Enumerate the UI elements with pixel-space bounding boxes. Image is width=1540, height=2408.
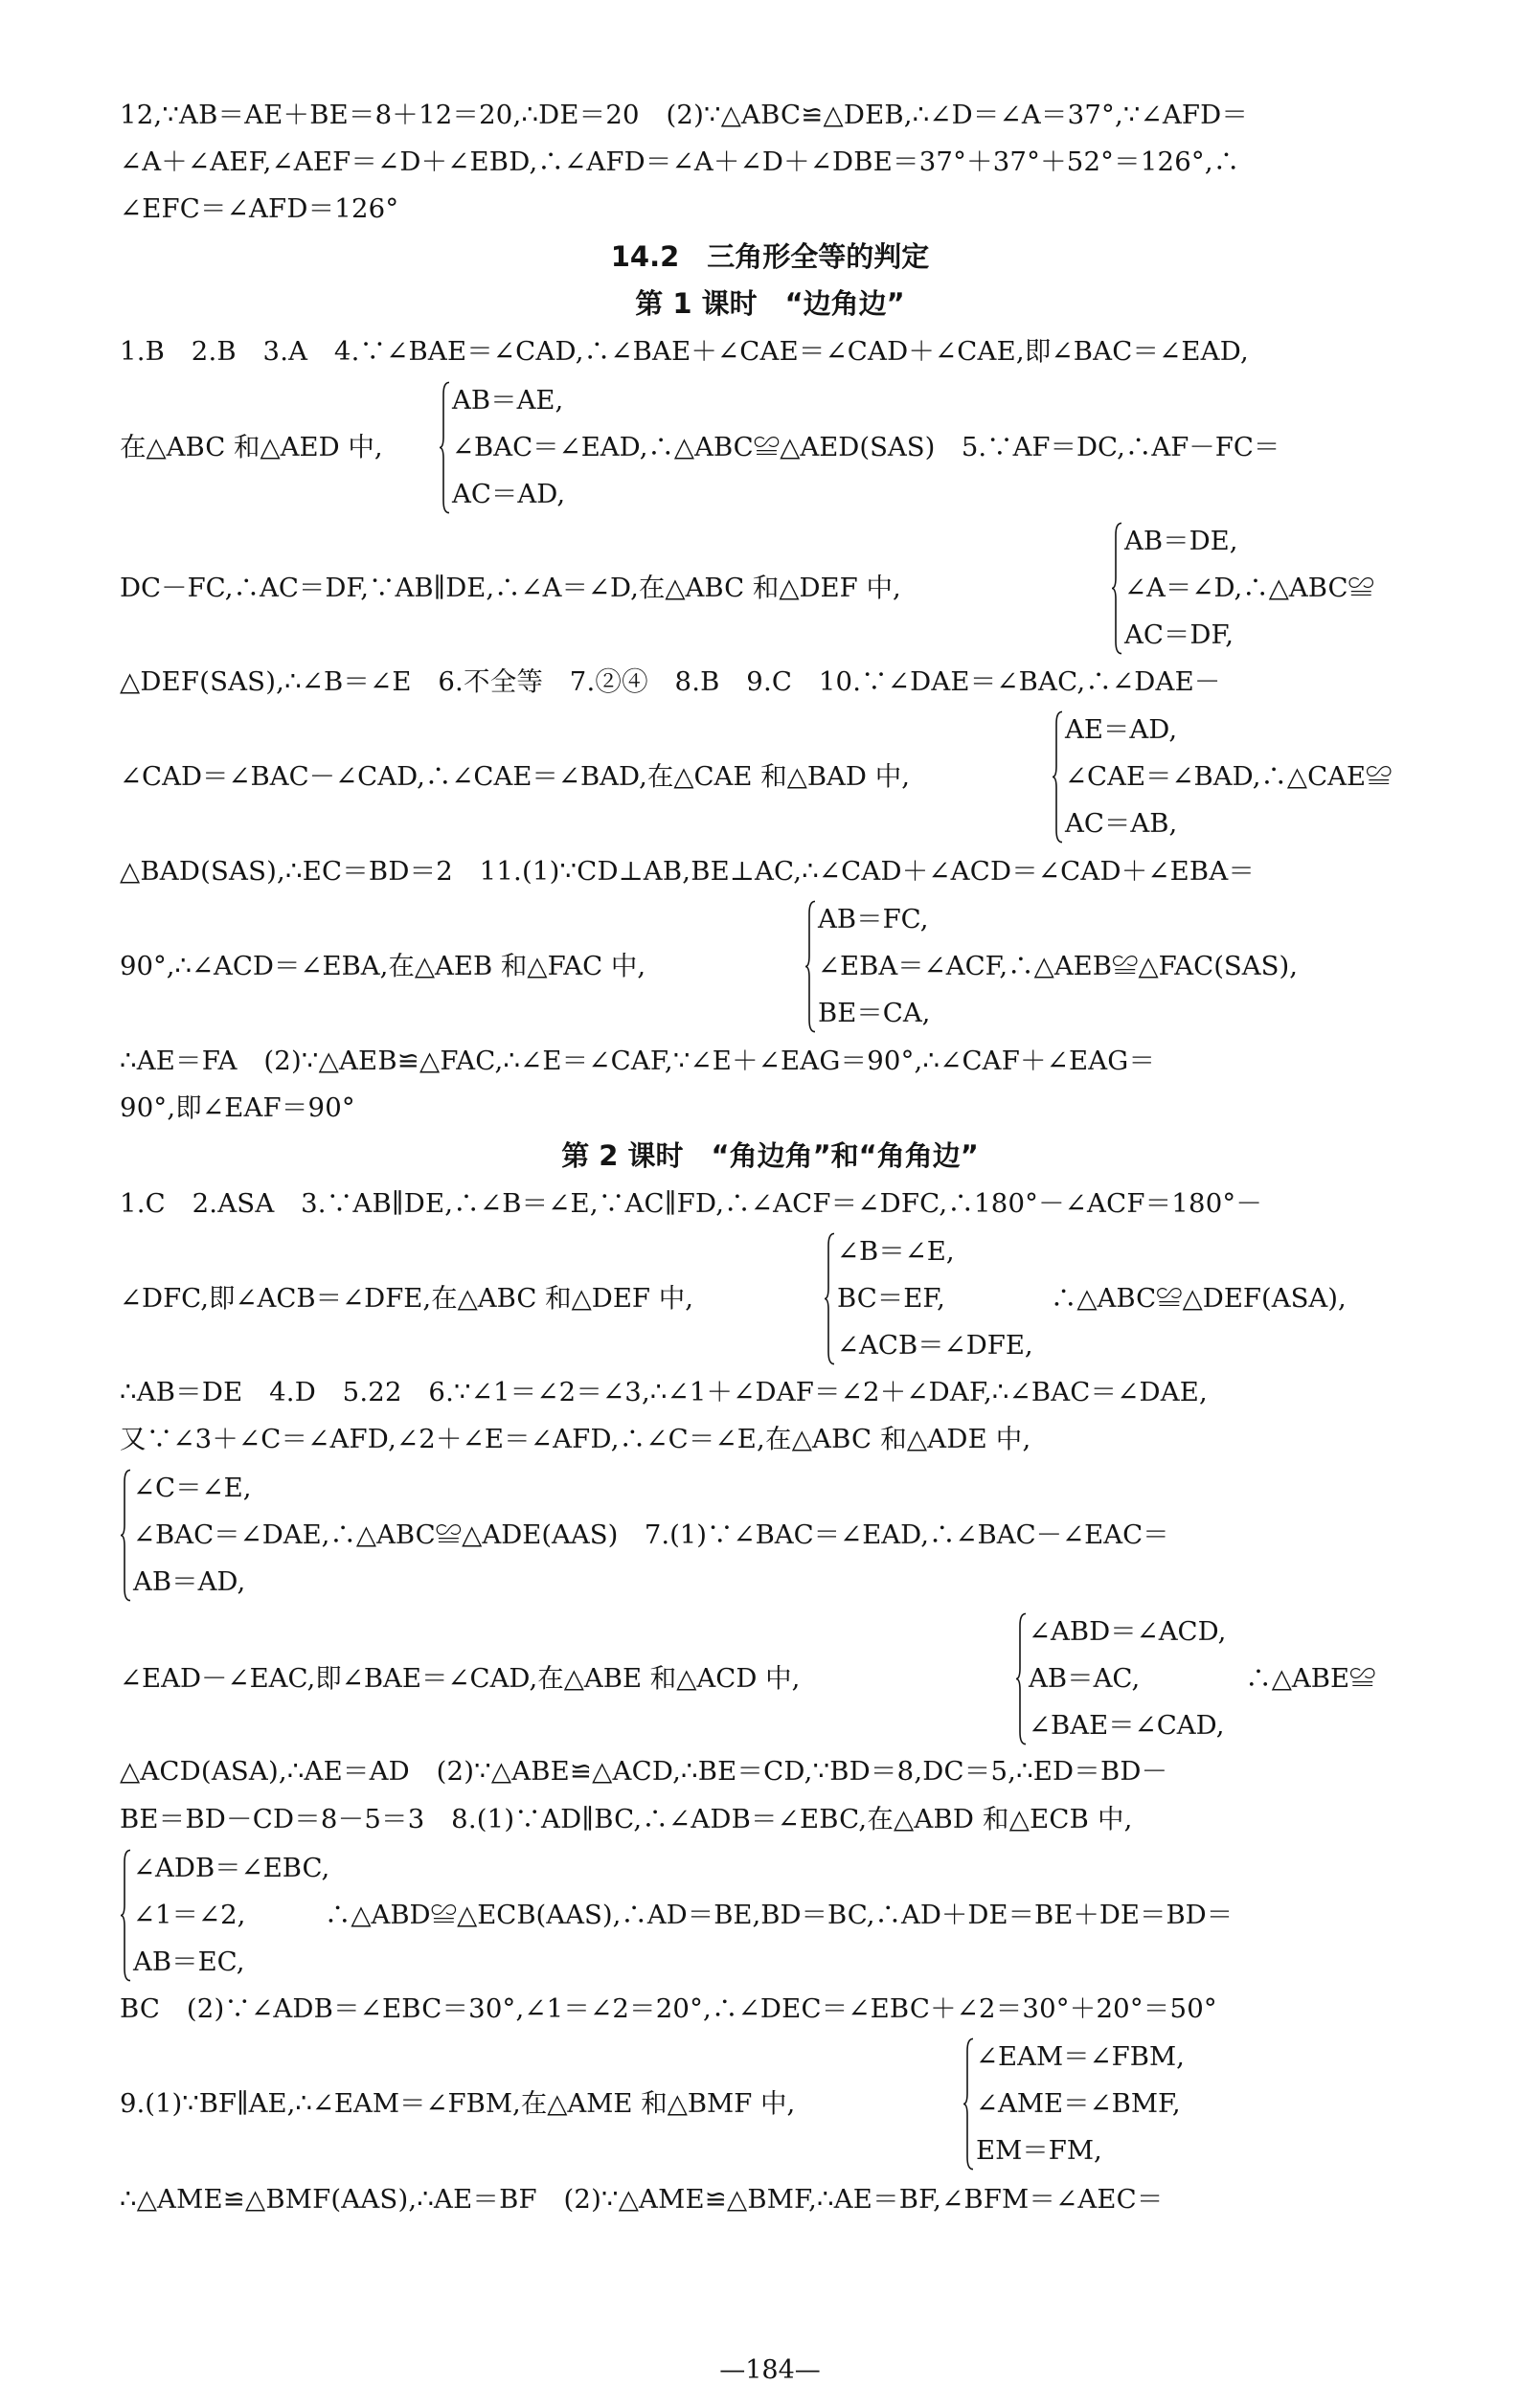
brace-row: EM＝FM, [976,2135,1102,2166]
text-line: 又∵∠3＋∠C＝∠AFD,∠2＋∠E＝∠AFD,∴∠C＝∠E,在△ABC 和△ADE 中, [120,1424,1031,1454]
left-brace [1111,522,1121,655]
brace-row: AB＝DE, [1124,526,1238,556]
brace-lead-text: ∠CAD＝∠BAC－∠CAD,∴∠CAE＝∠BAD,在△CAE 和△BAD 中, [120,761,910,792]
brace-row: BE＝CA, [818,998,931,1028]
brace-lead-text: DC－FC,∴AC＝DF,∵AB∥DE,∴∠A＝∠D,在△ABC 和△DEF 中, [120,573,901,603]
text-line: △ACD(ASA),∴AE＝AD (2)∵△ABE≌△ACD,∴BE＝CD,∵BD＝8,DC＝5,∴ED＝BD－ [120,1756,1168,1787]
brace-rows [962,2034,1185,2174]
left-brace [1015,1612,1025,1745]
text-line: △BAD(SAS),∴EC＝BD＝2 11.(1)∵CD⊥AB,BE⊥AC,∴∠CAD＋∠ACD＝∠CAD＋∠EBA＝ [120,856,1256,887]
brace-lead-text: 在△ABC 和△AED 中, [120,432,383,462]
brace-row: ∠1＝∠2, ∴△ABD≌△ECB(AAS),∴AD＝BE,BD＝BC,∴AD＋DE＝BE＋DE＝BD＝ [133,1900,1234,1930]
brace-row: AB＝FC, [818,904,929,934]
brace-rows [824,1228,1347,1369]
brace-row: ∠BAC＝∠EAD,∴△ABC≌△AED(SAS) 5.∵AF＝DC,∴AF－FC＝ [452,432,1280,462]
brace-lead-text: ∠DFC,即∠ACB＝∠DFE,在△ABC 和△DEF 中, [120,1283,693,1314]
brace-row: AB＝EC, [133,1947,245,1977]
brace-row: AC＝AD, [452,479,566,509]
page-number: —184— [719,2355,821,2385]
brace-row: AE＝AD, [1065,714,1178,745]
brace-row: ∠CAE＝∠BAD,∴△CAE≌ [1065,761,1393,792]
brace-row: ∠ABD＝∠ACD, [1029,1616,1227,1647]
brace-row: ∠EBA＝∠ACF,∴△AEB≌△FAC(SAS), [818,951,1298,981]
left-brace [824,1232,833,1365]
text-line: 1.C 2.ASA 3.∵AB∥DE,∴∠B＝∠E,∵AC∥FD,∴∠ACF＝∠DFC,∴180°－∠ACF＝180°－ [120,1188,1263,1219]
section-title: 14.2 三角形全等的判定 [610,240,930,273]
text-line: BE＝BD－CD＝8－5＝3 8.(1)∵AD∥BC,∴∠ADB＝∠EBC,在△ABD 和△ECB 中, [120,1804,1133,1834]
brace-rows [120,1845,1233,1986]
brace-row: AC＝DF, [1124,619,1234,650]
text-line: ∠EFC＝∠AFD＝126° [120,193,399,224]
lesson-title: 第 1 课时 “边角边” [635,287,905,320]
text-line: ∴AE＝FA (2)∵△AEB≌△FAC,∴∠E＝∠CAF,∵∠E＋∠EAG＝90°,∴∠CAF＋∠EAG＝ [120,1046,1156,1076]
brace-row: BC＝EF, ∴△ABC≌△DEF(ASA), [837,1283,1347,1314]
text-line: ∴AB＝DE 4.D 5.22 6.∵∠1＝∠2＝∠3,∴∠1＋∠DAF＝∠2＋∠DAF,∴∠BAC＝∠DAE, [120,1377,1208,1407]
brace-lead-text: ∠EAD－∠EAC,即∠BAE＝∠CAD,在△ABE 和△ACD 中, [120,1663,801,1694]
brace-row: AC＝AB, [1065,808,1178,839]
brace-row: ∠BAE＝∠CAD, [1029,1710,1225,1741]
brace-row: ∠B＝∠E, [837,1236,955,1267]
text-line: ∴△AME≌△BMF(AAS),∴AE＝BF (2)∵△AME≌△BMF,∴AE＝BF,∠BFM＝∠AEC＝ [120,2184,1164,2215]
text-line: 90°,即∠EAF＝90° [120,1092,355,1123]
brace-row: ∠ADB＝∠EBC, [133,1853,330,1883]
left-brace [120,1849,129,1982]
brace-row: AB＝AE, [452,385,564,416]
brace-rows [804,896,1298,1037]
text-line: 1.B 2.B 3.A 4.∵∠BAE＝∠CAD,∴∠BAE＋∠CAE＝∠CAD＋∠CAE,即∠BAC＝∠EAD, [120,336,1249,367]
brace-rows [1111,518,1374,659]
brace-row: ∠ACB＝∠DFE, [837,1330,1033,1361]
brace-lead-text: 90°,∴∠ACD＝∠EBA,在△AEB 和△FAC 中, [120,951,646,981]
left-brace [120,1469,129,1602]
brace-row: ∠A＝∠D,∴△ABC≌ [1124,573,1375,603]
lesson-title: 第 2 课时 “角边角”和“角角边” [561,1139,979,1172]
brace-row: AB＝AC, ∴△ABE≌ [1029,1663,1376,1694]
brace-lead-text: 9.(1)∵BF∥AE,∴∠EAM＝∠FBM,在△AME 和△BMF 中, [120,2088,796,2119]
text-line: BC (2)∵∠ADB＝∠EBC＝30°,∠1＝∠2＝20°,∴∠DEC＝∠EBC＋∠2＝30°＋20°＝50° [120,1993,1217,2024]
text-line: 12,∵AB＝AE＋BE＝8＋12＝20,∴DE＝20 (2)∵△ABC≌△DEB,∴∠D＝∠A＝37°,∵∠AFD＝ [120,100,1249,130]
left-brace [1052,710,1061,844]
brace-row: ∠BAC＝∠DAE,∴△ABC≌△ADE(AAS) 7.(1)∵∠BAC＝∠EAD,∴∠BAC－∠EAC＝ [133,1519,1169,1550]
left-brace [804,900,814,1033]
brace-rows [1052,707,1393,847]
brace-rows [439,377,1280,518]
left-brace [962,2037,972,2171]
text-line: ∠A＋∠AEF,∠AEF＝∠D＋∠EBD,∴∠AFD＝∠A＋∠D＋∠DBE＝37°＋37°＋52°＝126°,∴ [120,146,1240,177]
brace-row: ∠AME＝∠BMF, [976,2088,1181,2119]
brace-row: ∠C＝∠E, [133,1473,252,1503]
brace-rows [1015,1609,1376,1749]
left-brace [439,381,448,514]
text-line: △DEF(SAS),∴∠B＝∠E 6.不全等 7.②④ 8.B 9.C 10.∵∠DAE＝∠BAC,∴∠DAE－ [120,666,1221,697]
brace-rows [120,1465,1169,1606]
brace-row: AB＝AD, [133,1566,246,1597]
brace-row: ∠EAM＝∠FBM, [976,2041,1185,2072]
